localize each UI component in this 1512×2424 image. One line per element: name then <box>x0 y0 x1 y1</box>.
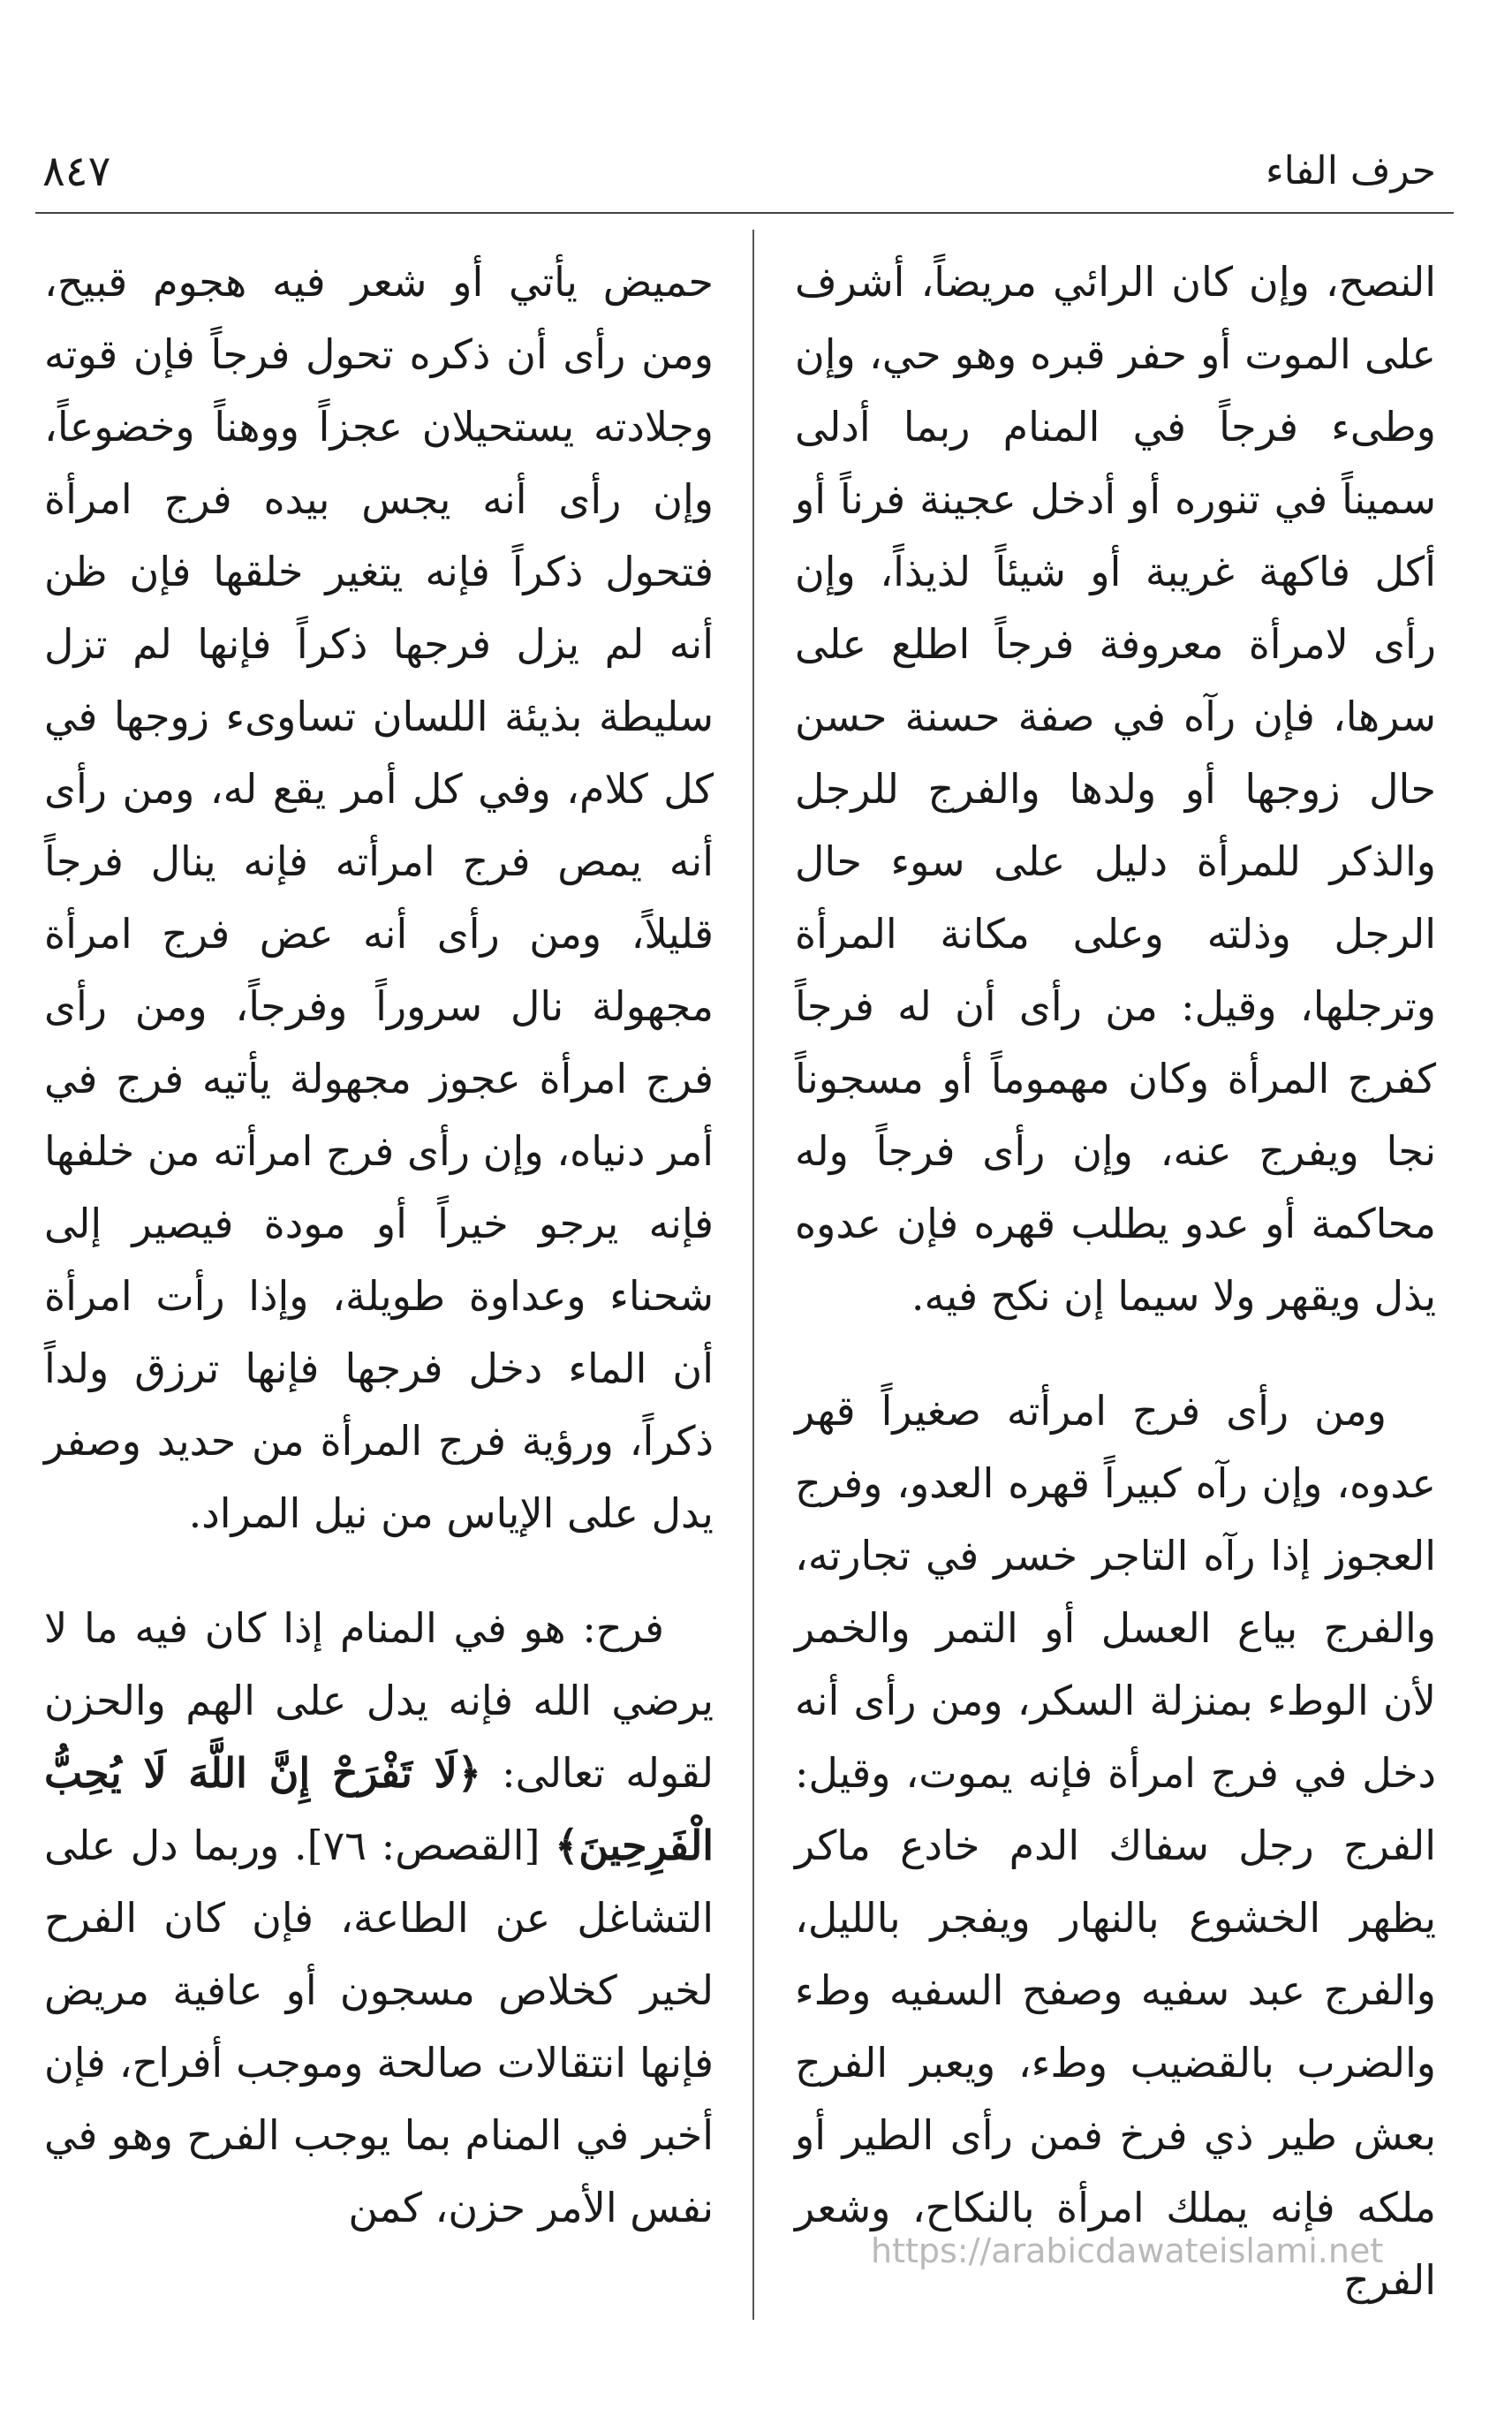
header-rule <box>35 212 1454 214</box>
column-divider <box>752 230 754 2320</box>
right-paragraph-2: ومن رأى فرج امرأته صغيراً قهر عدوه، وإن رآه كبيراً قهره العدو، وفرج العجوز إذا رآه التاجر خسر في تجارته، والفرج بياع العسل أو التمر والخمر لأن الوطء بمنزلة السكر، ومن رأى أنه دخل في فرج امرأة فإنه يموت، وقيل: الفرج رجل سفاك الدم خادع ماكر يظهر الخشوع بالنهار ويفجر بالليل، والفرج عبد سفيه وصفح السفيه وطء والضرب بالقضيب وطء، ويعبر الفرج بعش طير ذي فرخ فمن رأى الطير أو ملكه فإنه يملك امرأة بالنكاح، وشعر الفرج <box>795 1387 1436 2304</box>
left-paragraph-2-intro: فرح: هو في المنام إذا كان فيه ما لا يرضي الله فإنه يدل على الهم والحزن لقوله تعالى: <box>44 1604 714 1797</box>
left-paragraph-1: حميض يأتي أو شعر فيه هجوم قبيح، ومن رأى أن ذكره تحول فرجاً فإن قوته وجلادته يستحيلان عجزاً ووهناً وخضوعاً، وإن رأى أنه يجس بيده فرج امرأة فتحول ذكراً فإنه يتغير خلقها فإن ظن أنه لم يزل فرجها ذكراً فإنها لم تزل سليطة بذيئة اللسان تساوىء زوجها في كل كلام، وفي كل أمر يقع له، ومن رأى أنه يمص فرج امرأته فإنه ينال فرجاً قليلاً، ومن رأى أنه عض فرج امرأة مجهولة نال سروراً وفرجاً، ومن رأى فرج امرأة عجوز مجهولة يأتيه فرج في أمر دنياه، وإن رأى فرج امرأته من خلفها فإنه يرجو خيراً أو مودة فيصير إلى شحناء وعداوة طويلة، وإذا رأت امرأة أن الماء دخل فرجها فإنها ترزق ولداً ذكراً، ورؤية فرج المرأة من حديد وصفر يدل على الإياس من نيل المراد. <box>44 258 714 1537</box>
page-number: ٨٤٧ <box>42 147 111 196</box>
left-paragraph-2 <box>44 1592 714 2244</box>
watermark-url: https://arabicdawateislami.net <box>871 2231 1384 2270</box>
running-header-title: حرف الفاء <box>1265 148 1436 193</box>
quran-verse: ﴿لَا تَفْرَحْ إِنَّ اللَّهَ لَا يُحِبُّ الْفَرِحِينَ﴾ <box>44 1749 714 1869</box>
left-paragraph-2-rest: [القصص: ٧٦]. وربما دل على التشاغل عن الطاعة، فإن كان الفرح لخير كخلاص مسجون أو عافية مريض فإنها انتقالات صالحة وموجب أفراح، فإن أخبر في المنام بما يوجب الفرح وهو في نفس الأمر حزن، كمن <box>44 1822 714 2231</box>
right-paragraph-1: النصح، وإن كان الرائي مريضاً، أشرف على الموت أو حفر قبره وهو حي، وإن وطىء فرجاً في المنام ربما أدلى سميناً في تنوره أو أدخل عجينة فرناً أو أكل فاكهة غريبة أو شيئاً لذيذاً، وإن رأى لامرأة معروفة فرجاً اطلع على سرها، فإن رآه في صفة حسنة حسن حال زوجها أو ولدها والفرج للرجل والذكر للمرأة دليل على سوء حال الرجل وذلته وعلى مكانة المرأة وترجلها، وقيل: من رأى أن له فرجاً كفرج المرأة وكان مهموماً أو مسجوناً نجا ويفرج عنه، وإن رأى فرجاً وله محاكمة أو عدو يطلب قهره فإن عدوه يذل ويقهر ولا سيما إن نكح فيه. <box>795 258 1436 1320</box>
left-column <box>44 246 714 2244</box>
right-column <box>795 246 1436 2316</box>
